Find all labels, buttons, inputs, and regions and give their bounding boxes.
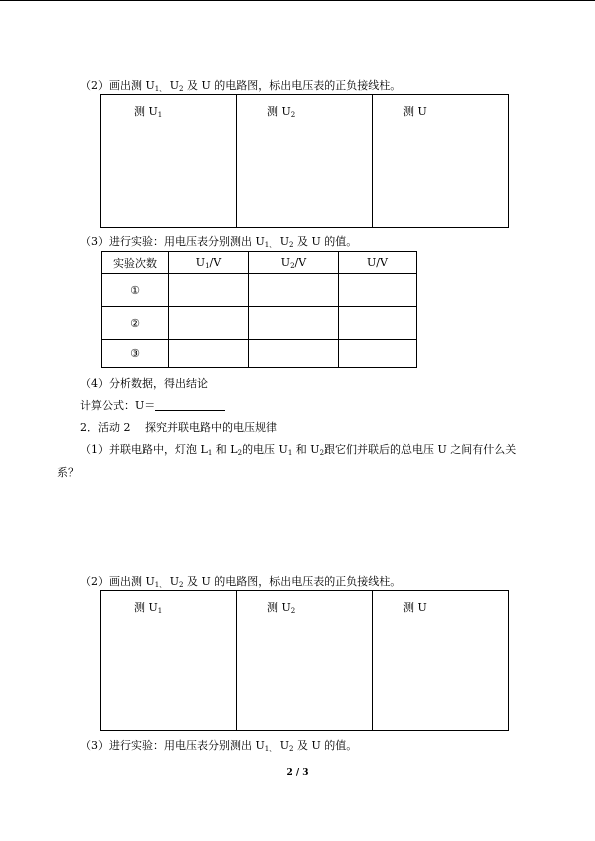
q2-instruction: （2）画出测 $U_{1、}$ $U_2$ 及 U 的电路图，标出电压表的正负接线柱。 [80, 79, 402, 93]
table-row [102, 307, 417, 340]
activity2-q1-continuation: 系？ [57, 466, 79, 479]
table-cell [169, 307, 249, 340]
table-row [102, 274, 417, 307]
circuit-box-u [372, 591, 508, 730]
circuit-box-label: 测 U [403, 105, 427, 118]
measurement-table [101, 251, 417, 368]
q3-instruction: （3）进行实验：用电压表分别测出 $U_{1、}$ $U_2$ 及 U 的值。 [80, 235, 358, 249]
circuit-box-u1 [101, 95, 236, 227]
activity2-title: 2．活动 2 探究并联电路中的电压规律 [80, 421, 277, 434]
circuit-diagram-boxes [100, 94, 509, 228]
circuit-box-u2 [236, 95, 372, 227]
table-cell [339, 307, 417, 340]
circuit-box-label: 测 $U_1$ [134, 105, 163, 119]
trial-number: ① [102, 274, 169, 307]
trial-number: ③ [102, 340, 169, 368]
table-cell [249, 307, 339, 340]
table-header-row [102, 252, 417, 274]
table-row [102, 340, 417, 368]
table-header: $U_1/V$ [169, 252, 249, 274]
table-header: 实验次数 [102, 252, 169, 274]
trial-number: ② [102, 307, 169, 340]
table-header: U/V [339, 252, 417, 274]
circuit-box-label: 测 $U_2$ [267, 601, 296, 615]
circuit-box-u2 [236, 591, 372, 730]
table-cell [169, 274, 249, 307]
table-header: $U_2/V$ [249, 252, 339, 274]
activity2-q1: （1）并联电路中，灯泡 $L_1$ 和 $L_2$的电压 $U_1$ 和 $U_2$跟它们并联后的总电压 U 之间有什么关 [80, 443, 517, 457]
q4-instruction: （4）分析数据，得出结论 [80, 377, 208, 390]
formula-blank [155, 399, 225, 411]
table-cell [339, 274, 417, 307]
circuit-box-label: 测 $U_2$ [267, 105, 296, 119]
formula-line: 计算公式：U＝ [80, 399, 225, 413]
table-cell [249, 340, 339, 368]
circuit-box-u [372, 95, 508, 227]
page-top-rule [0, 0, 595, 1]
circuit-box-u1 [101, 591, 236, 730]
table-cell [169, 340, 249, 368]
page-number: 2 / 3 [286, 768, 309, 778]
circuit-diagram-boxes-second [100, 590, 509, 731]
circuit-box-label: 测 U [403, 601, 427, 614]
q3-instruction-second: （3）进行实验：用电压表分别测出 $U_{1、}$ $U_2$ 及 U 的值。 [80, 739, 358, 753]
q2-instruction-second: （2）画出测 $U_{1、}$ $U_2$ 及 U 的电路图，标出电压表的正负接线柱。 [80, 575, 402, 589]
table-cell [339, 340, 417, 368]
circuit-box-label: 测 $U_1$ [134, 601, 163, 615]
table-cell [249, 274, 339, 307]
